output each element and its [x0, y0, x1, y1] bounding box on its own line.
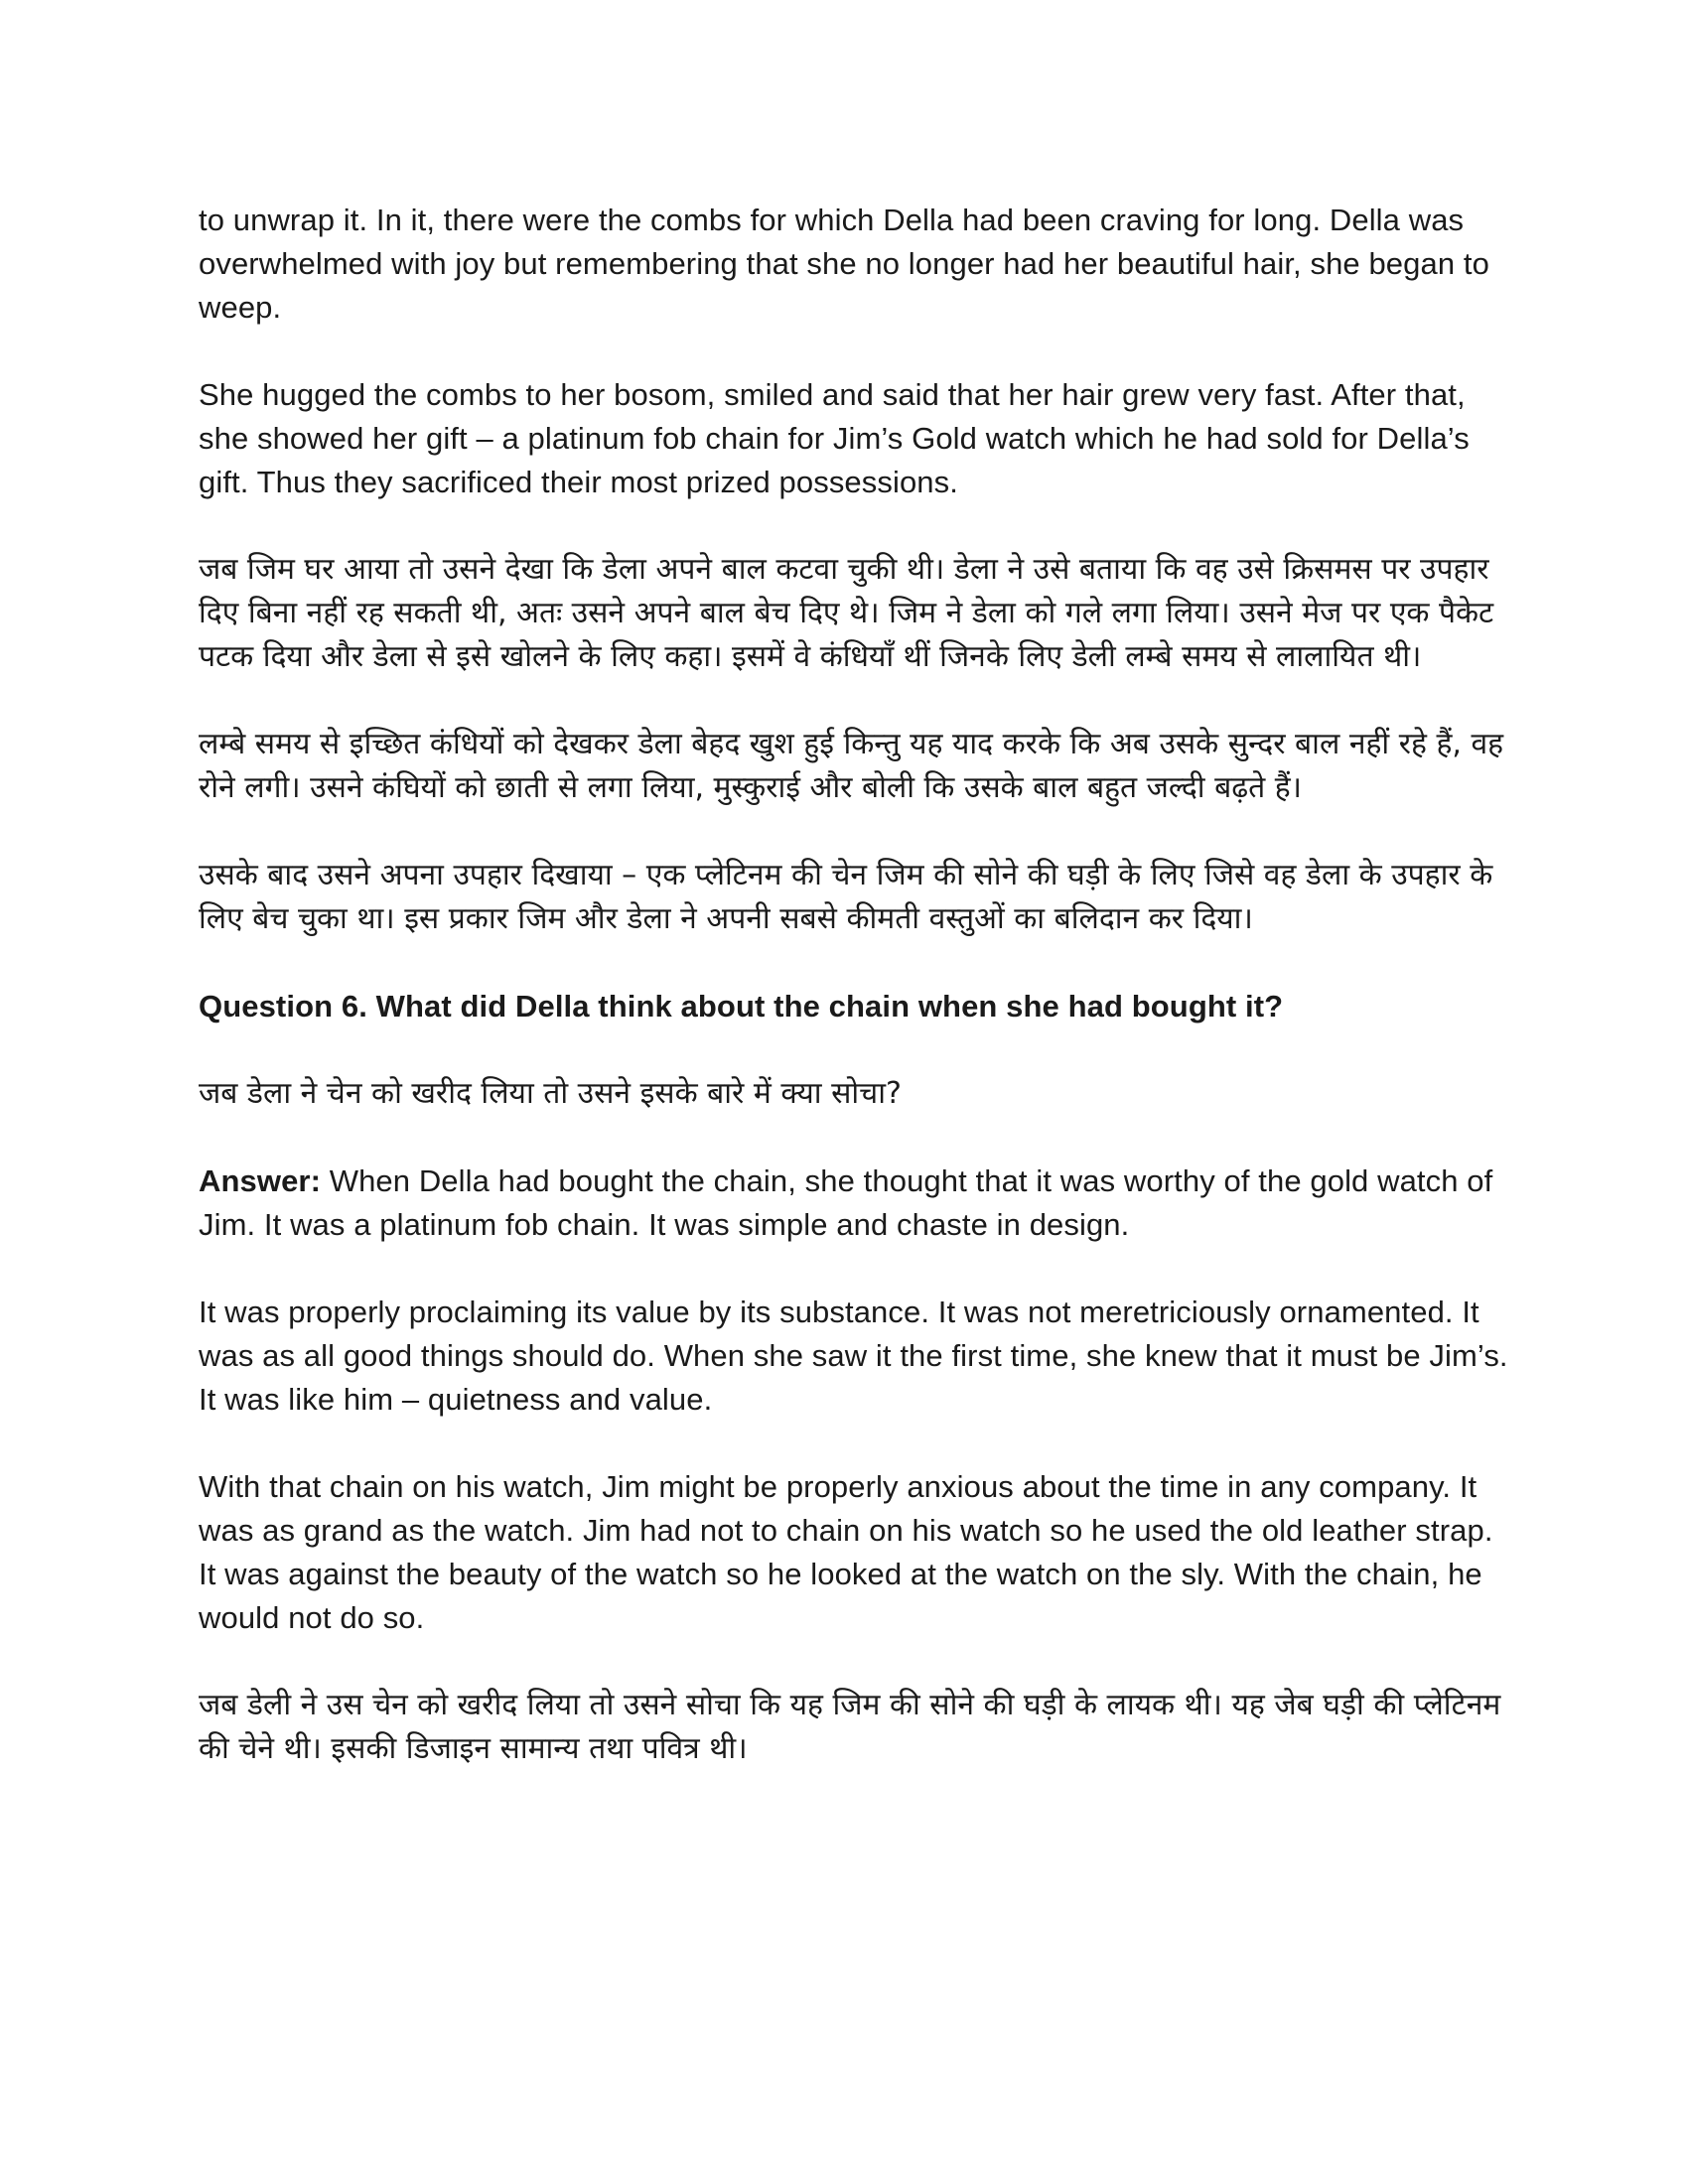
- paragraph-1: to unwrap it. In it, there were the combs for which Della had been craving for long. Della was overwhelmed with joy but remembering that she no longer had her beautiful hair, she began to weep.: [199, 203, 1489, 325]
- paragraph-4-hindi: लम्बे समय से इच्छित कंधियों को देखकर डेला बेहद खुश हुई किन्तु यह याद करके कि अब उसके सुन्दर बाल नहीं रहे हैं, वह रोने लगी। उसने कंघियों को छाती से लगा लिया, मुस्कुराई और बोली कि उसके बाल बहुत जल्दी बढ़ते हैं।: [199, 727, 1504, 805]
- paragraph-5-hindi: उसके बाद उसने अपना उपहार दिखाया – एक प्लेटिनम की चेन जिम की सोने की घड़ी के लिए जिसे वह डेला के उपहार के लिए बेच चुका था। इस प्रकार जिम और डेला ने अपनी सबसे कीमती वस्तुओं का बलिदान कर दिया।: [199, 858, 1493, 936]
- question-hindi: जब डेला ने चेन को खरीद लिया तो उसने इसके बारे में क्या सोचा?: [199, 1076, 902, 1111]
- paragraph-8-hindi: जब डेली ने उस चेन को खरीद लिया तो उसने सोचा कि यह जिम की सोने की घड़ी के लायक थी। यह जेब घड़ी की प्लेटिनम की चेने थी। इसकी डिजाइन सामान्य तथा पवित्र थी।: [199, 1688, 1501, 1766]
- question-heading: Question 6. What did Della think about the chain when she had bought it?: [199, 989, 1284, 1024]
- answer-paragraph: [199, 1160, 1509, 1247]
- paragraph-3-hindi: जब जिम घर आया तो उसने देखा कि डेला अपने बाल कटवा चुकी थी। डेला ने उसे बताया कि वह उसे क्रिसमस पर उपहार दिए बिना नहीं रह सकती थी, अतः उसने अपने बाल बेच दिए थे। जिम ने डेला को गले लगा लिया। उसने मेज पर एक पैकेट पटक दिया और डेला से इसे खोलने के लिए कहा। इसमें वे कंधियाँ थीं जिनके लिए डेली लम्बे समय से लालायित थी।: [199, 552, 1494, 674]
- paragraph-7: With that chain on his watch, Jim might be properly anxious about the time in any company. It was as grand as the watch. Jim had not to chain on his watch so he used the old leather strap. It was against the beauty of the watch so he looked at the watch on the sly. With the chain, he would not do so.: [199, 1469, 1493, 1635]
- answer-label: Answer:: [199, 1163, 322, 1198]
- answer-text: When Della had bought the chain, she thought that it was worthy of the gold watch of Jim. It was a platinum fob chain. It was simple and chaste in design.: [199, 1163, 1493, 1242]
- paragraph-6: It was properly proclaiming its value by its substance. It was not meretriciously ornamented. It was as all good things should do. When she saw it the first time, she knew that it must be Jim’s. It was like him – quietness and value.: [199, 1295, 1508, 1417]
- paragraph-2: She hugged the combs to her bosom, smiled and said that her hair grew very fast. After that, she showed her gift – a platinum fob chain for Jim’s Gold watch which he had sold for Della’s gift. Thus they sacrificed their most prized possessions.: [199, 377, 1470, 499]
- document-body: [199, 199, 1509, 1771]
